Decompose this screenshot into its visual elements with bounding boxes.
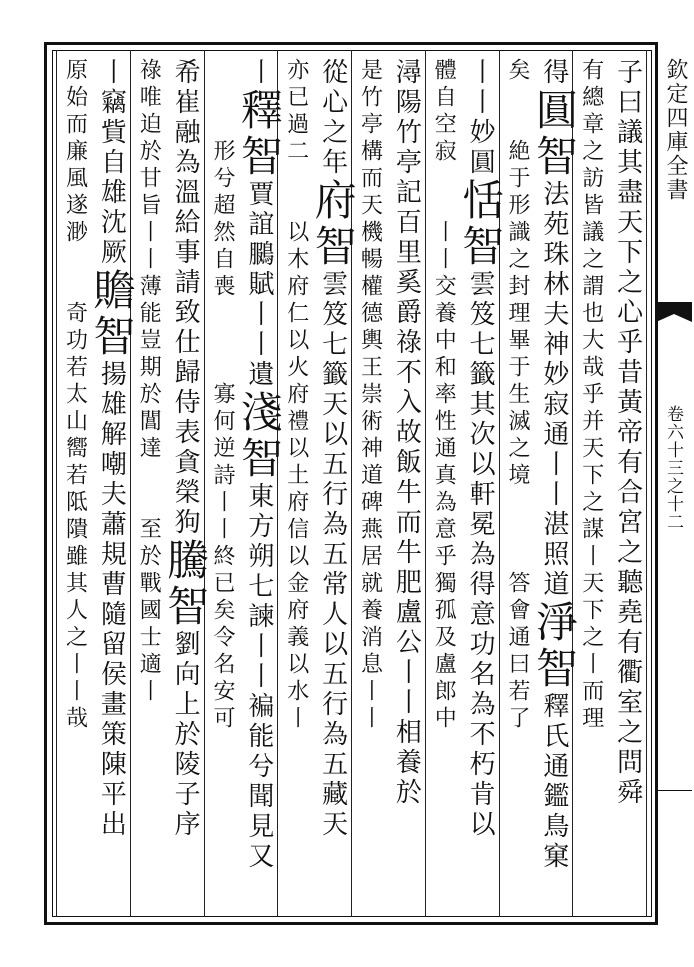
text-column xyxy=(276,58,316,908)
text-run xyxy=(505,85,530,139)
text-run: 得 xyxy=(538,58,569,88)
text-run: 丨 xyxy=(243,58,274,88)
text-run: 丨丨交養中和率性通真為意乎獨孤及盧郎中 xyxy=(431,220,457,733)
text-run: 以木府仁以火府禮以土府信以金府義以水丨 xyxy=(283,220,309,733)
column-text xyxy=(349,58,389,733)
text-run: 丨丨妙圓 xyxy=(465,58,496,178)
text-run: 賈誼鵩賦丨丨遺 xyxy=(243,180,274,390)
text-run xyxy=(62,247,87,301)
heading-term: 圓智 xyxy=(529,88,579,180)
book-title: 欽定四庫全書 xyxy=(663,58,688,202)
text-column xyxy=(87,58,137,908)
text-run: 祿唯迫於甘旨丨丨薄能豈期於閶達 xyxy=(136,58,162,463)
text-column xyxy=(128,58,168,908)
text-run xyxy=(210,58,235,85)
heading-term: 淨智 xyxy=(529,600,579,692)
text-column xyxy=(308,58,358,908)
text-column xyxy=(423,58,463,908)
margin-rule xyxy=(656,790,692,791)
text-run: 東方朔七諫丨丨褊能兮聞見又 xyxy=(243,482,274,872)
text-run: 是竹亭構而天機暢權德輿王崇術神道碑燕居就養消息丨丨 xyxy=(357,58,383,733)
column-text xyxy=(128,58,168,706)
text-run xyxy=(284,166,309,220)
column-text xyxy=(234,58,284,872)
column-text xyxy=(423,58,463,733)
column-text xyxy=(202,58,242,733)
column-text xyxy=(386,58,426,808)
text-run: 原始而廉風遂渺 xyxy=(62,58,88,247)
text-run: 潯陽竹亭記百里奚爵祿不入故飯牛而牛肥盧公丨丨相養於 xyxy=(391,58,422,808)
text-run: 寡何逆詩丨丨終已矣令名安可 xyxy=(209,382,235,733)
text-run xyxy=(505,490,530,571)
text-column xyxy=(234,58,284,908)
text-run: 奇功若太山嚮若阺隤雖其人之丨丨哉 xyxy=(62,301,88,733)
text-run: 釋氏通鑑鳥窠 xyxy=(538,692,569,872)
heading-term: 府智 xyxy=(308,178,358,270)
column-text xyxy=(529,58,579,872)
text-run: 雲笈七籤天以五行為五常人以五行為五藏天 xyxy=(317,270,348,840)
volume-label: 卷六十三之十二 xyxy=(663,405,683,531)
volume-label-margin xyxy=(662,405,688,535)
text-run xyxy=(210,85,235,139)
text-run: 至於戰國士適丨 xyxy=(136,517,162,706)
text-run: 從心之年 xyxy=(317,58,348,178)
text-column xyxy=(54,58,94,908)
text-run: 有總章之訪皆議之謂也大哉乎并天下之謀丨天下之丨而理 xyxy=(578,58,604,733)
column-text xyxy=(497,58,537,733)
text-column xyxy=(386,58,426,908)
column-text xyxy=(456,58,506,840)
heading-term: 贍智 xyxy=(87,268,137,360)
text-run: 亦已過二 xyxy=(283,58,309,166)
text-run: 法苑珠林夫神妙寂通丨丨湛照道 xyxy=(538,180,569,600)
text-run: 劉向上於陵子序 xyxy=(170,630,201,840)
text-column xyxy=(571,58,611,908)
text-run: 體自空寂 xyxy=(431,58,457,166)
text-column xyxy=(161,58,211,908)
text-run: 揚雄解嘲夫蕭規曹隨留侯畫策陳平出 xyxy=(96,360,127,840)
heading-term: 淺智 xyxy=(234,390,284,482)
text-run: 形兮超然自喪 xyxy=(209,139,235,301)
column-text xyxy=(608,58,648,808)
text-run: 丨竊貲自雄沈厥 xyxy=(96,58,127,268)
text-run: 子曰議其盡天下之心乎昔黃帝有合宮之聽堯有衢室之問舜 xyxy=(612,58,643,808)
text-column xyxy=(608,58,648,908)
column-text xyxy=(161,58,211,840)
text-column xyxy=(202,58,242,908)
text-run xyxy=(210,301,235,382)
heading-term: 恬智 xyxy=(456,178,506,270)
text-run: 希崔融為溫給事請致仕歸侍表貪榮狗 xyxy=(170,58,201,538)
fish-tail-mark xyxy=(656,300,692,324)
text-run xyxy=(431,166,456,220)
column-text xyxy=(54,58,94,733)
text-column xyxy=(456,58,506,908)
column-text xyxy=(87,58,137,840)
heading-term: 騰智 xyxy=(161,538,211,630)
text-column xyxy=(529,58,579,908)
heading-term: 釋智 xyxy=(234,88,284,180)
column-text xyxy=(308,58,358,840)
text-run: 雲笈七籤其次以軒冕為得意功名為不朽肯以 xyxy=(465,270,496,840)
text-run: 絶于形識之封理畢于生滅之境 xyxy=(504,139,530,490)
text-run: 矣 xyxy=(504,58,530,85)
text-run: 答會通曰若了 xyxy=(504,571,530,733)
text-run xyxy=(136,463,161,517)
